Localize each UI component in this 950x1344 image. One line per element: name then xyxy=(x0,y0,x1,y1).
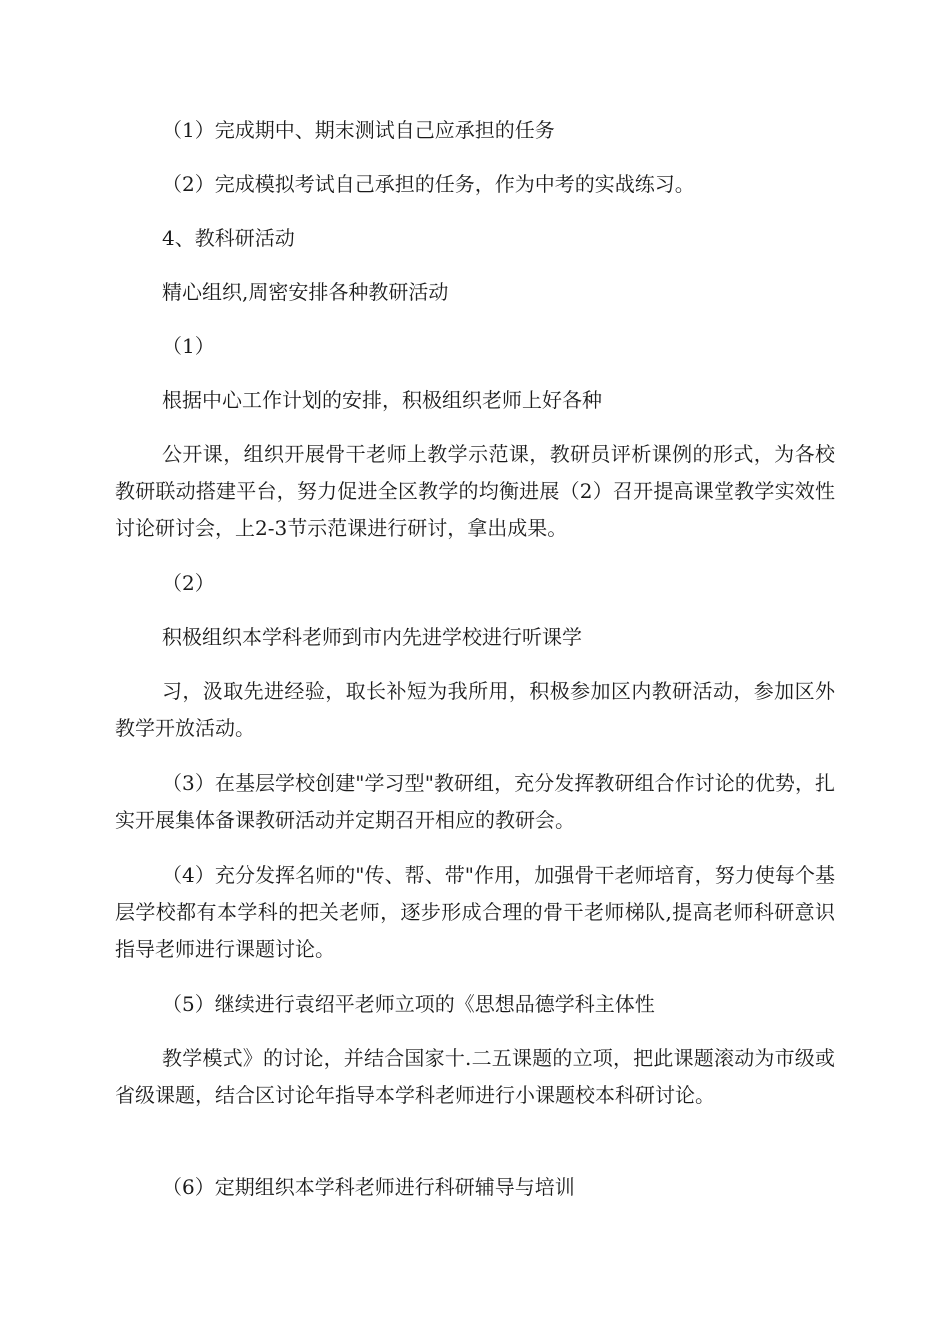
paragraph-organize-activities: 精心组织,周密安排各种教研活动 xyxy=(162,280,449,304)
paragraph-visit-schools: 积极组织本学科老师到市内先进学校进行听课学 xyxy=(162,625,582,649)
item-number-1: （1） xyxy=(162,334,215,358)
paragraph-item-3: （3）在基层学校创建"学习型"教研组，充分发挥教研组合作讨论的优势，扎实开展集体备课教研活动并定期召开相应的教研会。 xyxy=(115,771,835,832)
paragraph-item-4: （4）充分发挥名师的"传、帮、带"作用，加强骨干老师培育，努力使每个基层学校都有本学科的把关老师，逐步形成合理的骨干老师梯队,提高老师科研意识指导老师进行课题讨论。 xyxy=(115,863,835,961)
paragraph-item-6: （6）定期组织本学科老师进行科研辅导与培训 xyxy=(162,1175,575,1199)
section-heading-research: 4、教科研活动 xyxy=(162,226,295,250)
paragraph-item-5: （5）继续进行袁绍平老师立项的《思想品德学科主体性 xyxy=(162,992,655,1016)
item-number-2: （2） xyxy=(162,571,215,595)
paragraph-task-midterm: （1）完成期中、期末测试自己应承担的任务 xyxy=(162,118,555,142)
paragraph-task-mock-exam: （2）完成模拟考试自己承担的任务，作为中考的实战练习。 xyxy=(162,172,695,196)
paragraph-open-class: 公开课，组织开展骨干老师上教学示范课，教研员评析课例的形式，为各校教研联动搭建平台，努力促进全区教学的均衡进展（2）召开提高课堂教学实效性讨论研讨会，上2-3节示范课进行研讨，拿出成果。 xyxy=(115,442,835,540)
paragraph-teaching-model: 教学模式》的讨论，并结合国家十.二五课题的立项，把此课题滚动为市级或省级课题，结合区讨论年指导本学科老师进行小课题校本科研讨论。 xyxy=(115,1046,835,1107)
paragraph-learn-experience: 习，汲取先进经验，取长补短为我所用，积极参加区内教研活动，参加区外教学开放活动。 xyxy=(115,679,835,740)
paragraph-center-plan: 根据中心工作计划的安排，积极组织老师上好各种 xyxy=(162,388,602,412)
